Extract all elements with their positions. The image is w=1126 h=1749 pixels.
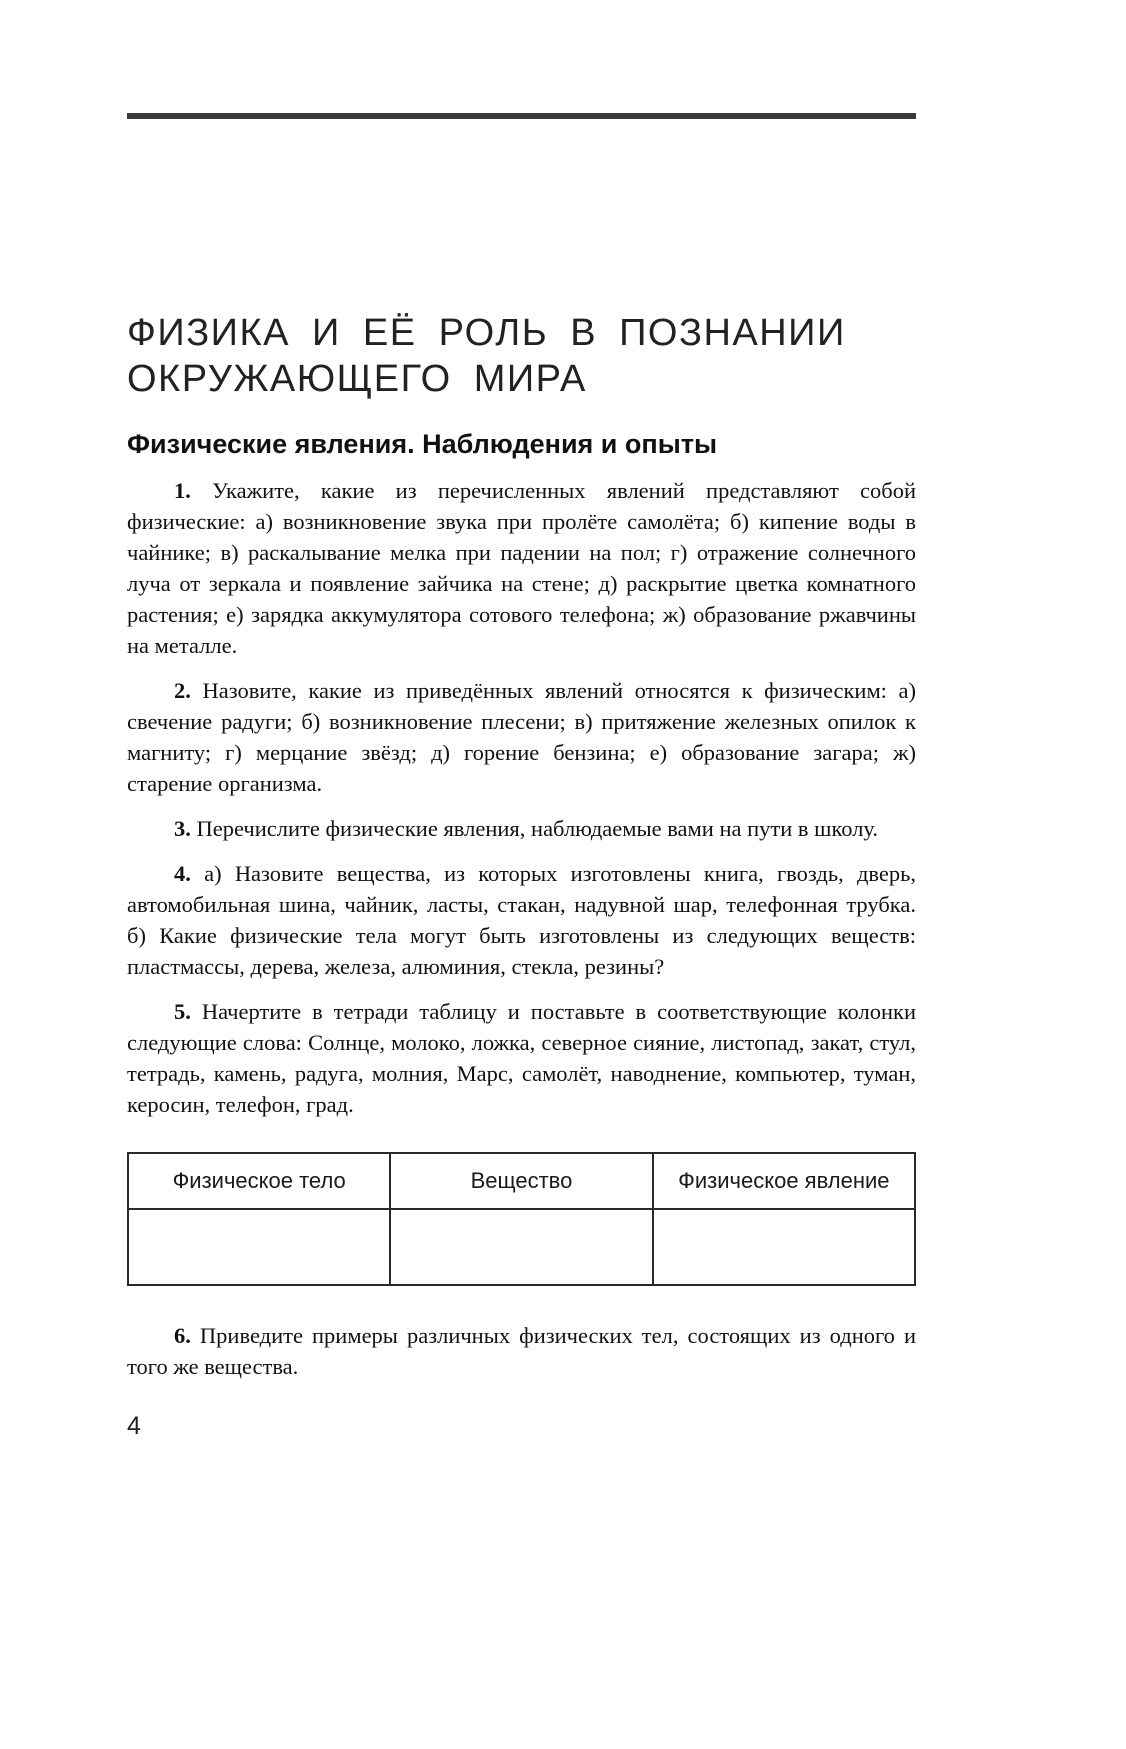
- table-empty-row: [128, 1209, 915, 1285]
- problem-number: 2.: [174, 677, 191, 703]
- problem-paragraph-3: [127, 813, 916, 844]
- section-subtitle: Физические явления. Наблюдения и опыты: [127, 429, 718, 460]
- table-header-substance: Вещество: [390, 1153, 652, 1209]
- problem-text: Перечислите физические явления, наблюдаемые вами на пути в школу.: [196, 815, 879, 841]
- problem-number: 6.: [174, 1322, 191, 1348]
- problem-text: Назовите, какие из приведённых явлений относятся к физическим: а) свечение радуги; б) возникновение плесени; в) притяжение железных опилок к магниту; г) мерцание звёзд; д) горение бензина; е) образование загара; ж) старение организма.: [127, 677, 916, 796]
- problem-text: Приведите примеры различных физических тел, состоящих из одного и того же вещества.: [127, 1322, 916, 1379]
- problem-number: 3.: [174, 815, 191, 841]
- problem-text: а) Назовите вещества, из которых изготовлены книга, гвоздь, дверь, автомобильная шина, чайник, ласты, стакан, надувной шар, телефонная трубка. б) Какие физические тела могут быть изготовлены из следующих веществ: пластмассы, дерева, железа, алюминия, стекла, резины?: [127, 860, 917, 979]
- page-title-line2: ОКРУЖАЮЩЕГО МИРА: [127, 357, 587, 400]
- table-empty-cell: [128, 1209, 390, 1285]
- page-number: 4: [127, 1411, 141, 1440]
- problem-paragraph-1: [127, 475, 916, 661]
- problem-number: 1.: [174, 477, 191, 503]
- table-empty-cell: [653, 1209, 915, 1285]
- problems-block: [127, 475, 916, 1120]
- table-empty-cell: [390, 1209, 652, 1285]
- problem-paragraph-6: [127, 1320, 916, 1382]
- page-title: [127, 311, 916, 402]
- table-header-physical-phenomenon: Физическое явление: [653, 1153, 915, 1209]
- problem-paragraph-2: [127, 675, 916, 799]
- problem-number: 4.: [174, 860, 191, 886]
- problem-paragraph-4: [127, 858, 916, 982]
- problem-paragraph-5: [127, 996, 916, 1120]
- table-header-row: [128, 1153, 915, 1209]
- page-title-line1: ФИЗИКА И ЕЁ РОЛЬ В ПОЗНАНИИ: [127, 312, 846, 354]
- problem-number: 5.: [174, 998, 191, 1024]
- words-table: [127, 1152, 916, 1286]
- textbook-page: [127, 0, 916, 1441]
- problem-text: Укажите, какие из перечисленных явлений представляют собой физические: а) возникновение звука при пролёте самолёта; б) кипение воды в чайнике; в) раскалывание мелка при падении на пол; г) отражение солнечного луча от зеркала и появление зайчика на стене; д) раскрытие цветка комнатного растения; е) зарядка аккумулятора сотового телефона; ж) образование ржавчины на металле.: [127, 477, 916, 658]
- top-rule: [127, 113, 916, 119]
- table-header-physical-body: Физическое тело: [128, 1153, 390, 1209]
- problem-text: Начертите в тетради таблицу и поставьте в соответствующие колонки следующие слова: Солнце, молоко, ложка, северное сияние, листопад, закат, стул, тетрадь, камень, радуга, молния, Марс, самолёт, наводнение, компьютер, туман, керосин, телефон, град.: [127, 998, 916, 1117]
